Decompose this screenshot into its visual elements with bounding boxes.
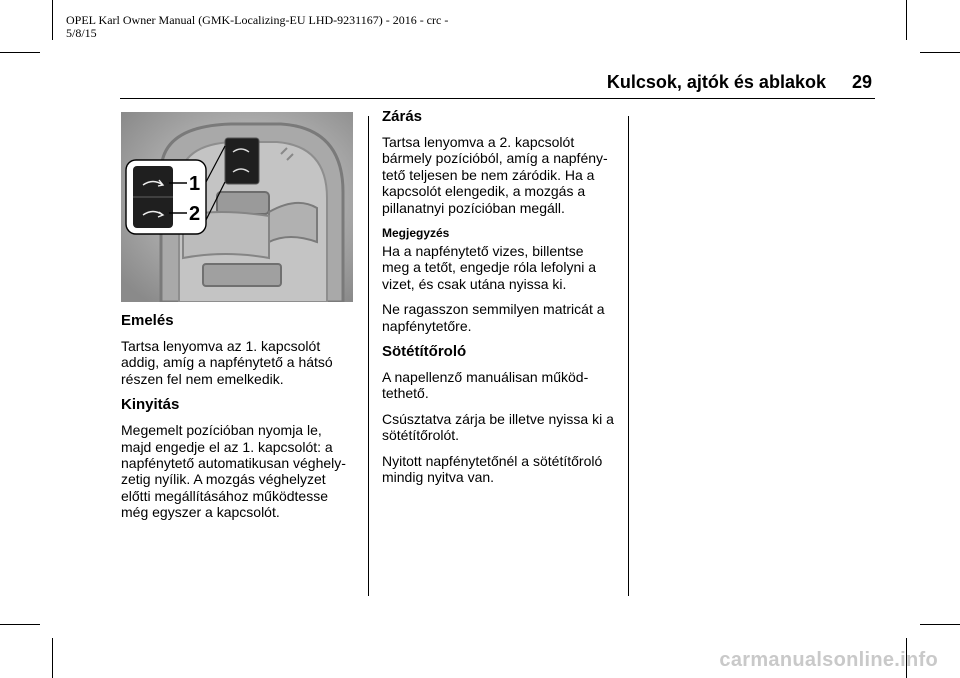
sunroof-switch-figure: [121, 112, 353, 302]
heading-emeles: Emelés: [121, 312, 174, 329]
text-sotetitoroló-3: Nyitott napfénytetőnél a sötétítőroló mindig nyitva van.: [382, 452, 603, 486]
text-sotetitoroló-2: Csúsztatva zárja be illetve nyissa ki a sötétítőrolót.: [382, 410, 614, 444]
callout-2: 2: [189, 203, 201, 225]
text-megjegyzes-2: Ne ragasszon semmilyen matricát a napfénytetőre.: [382, 301, 605, 334]
text-megjegyzes-1: Ha a napfénytető vizes, billentse meg a tetőt, engedje róla lefolyni a vizet, és csak utána nyissa ki.: [382, 243, 597, 292]
crop-mark-top-left: [52, 0, 53, 40]
print-header: [66, 14, 448, 40]
lamp-lens: [269, 203, 317, 242]
left-column: [121, 108, 353, 530]
crop-mark-left-top: [0, 52, 40, 53]
text-kinyitas: Megemelt pozícióban nyomja le, majd engedje el az 1. kapcsolót: a napfénytető automatikusan véghely-zetig nyílik. A mozgás véghelyzet előtti megállításához működtesse még egyszer a kapcsolót.: [121, 422, 346, 521]
crop-mark-top-right: [906, 0, 907, 40]
print-header-line1: OPEL Karl Owner Manual (GMK-Localizing-EU LHD-9231167) - 2016 - crc -: [66, 13, 449, 27]
heading-zaras: Zárás: [382, 108, 423, 125]
crop-mark-right-bottom: [920, 624, 960, 625]
print-header-line2: 5/8/15: [66, 26, 97, 40]
watermark: carmanualsonline.info: [719, 649, 938, 671]
heading-sotetitoroló: Sötétítőroló: [382, 343, 467, 361]
center-button: [217, 192, 269, 214]
middle-column: [382, 108, 614, 495]
text-sotetitoroló-1: A napellenző manuálisan működ-tethető.: [382, 369, 589, 402]
crop-mark-left-bottom: [0, 624, 40, 625]
page-number: 29: [851, 72, 872, 92]
switch-closeup: [225, 138, 259, 184]
running-head: [607, 72, 872, 93]
text-emeles: Tartsa lenyomva az 1. kapcsolót addig, amíg a napfénytető a hátsó részen fel nem emelkedik.: [121, 338, 333, 387]
heading-kinyitas: Kinyitás: [121, 396, 180, 414]
crop-mark-bottom-left: [52, 638, 53, 678]
column-rule-1: [368, 116, 369, 596]
column-rule-2: [628, 116, 629, 596]
crop-mark-right-top: [920, 52, 960, 53]
header-rule: [120, 98, 875, 99]
section-title: Kulcsok, ajtók és ablakok: [606, 72, 826, 92]
callout-1: 1: [189, 173, 201, 195]
text-zaras: Tartsa lenyomva a 2. kapcsolót bármely pozícióból, amíg a napfény-tető teljesen be nem záródik. Ha a kapcsolót elengedik, a mozgás a pillanatnyi pozícióban megáll.: [382, 134, 608, 216]
lower-grille: [203, 264, 281, 286]
heading-megjegyzes: Megjegyzés: [382, 226, 450, 241]
